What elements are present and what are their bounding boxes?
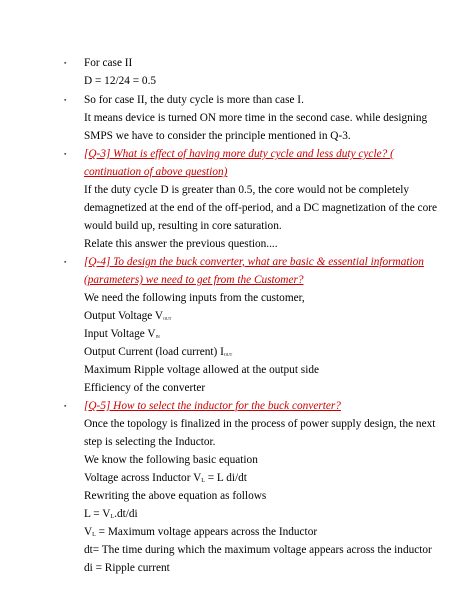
equation-line: VL = Maximum voltage appears across the Inductor xyxy=(84,526,318,538)
equation-line: dt= The time during which the maximum voltage appears across the inductor xyxy=(84,544,432,556)
text-line: Relate this answer the previous question.... xyxy=(84,238,278,250)
param-line: Input Voltage $V_{IN}$ xyxy=(84,328,160,340)
bullet-icon: ▪ xyxy=(64,59,67,67)
text-line: We know the following basic equation xyxy=(84,454,258,466)
text-line: Once the topology is finalized in the process of power supply design, the next xyxy=(84,418,436,430)
bullet-icon: ▪ xyxy=(64,258,67,266)
equation-line: Voltage across Inductor VL = L di/dt xyxy=(84,472,247,484)
param-line: Maximum Ripple voltage allowed at the output side xyxy=(84,364,319,376)
bullet-icon: ▪ xyxy=(64,402,67,410)
question-heading: [Q-3] What is effect of having more duty cycle and less duty cycle? ( xyxy=(84,148,394,160)
param-line: Output Current (load current) $I_{OUT}$ xyxy=(84,346,233,358)
text-line: For case II xyxy=(84,57,133,69)
equation-line: Rewriting the above equation as follows xyxy=(84,490,267,502)
text-line: It means device is turned ON more time in the second case. while designing xyxy=(84,112,428,124)
text-line: So for case II, the duty cycle is more than case I. xyxy=(84,94,304,106)
param-line: Efficiency of the converter xyxy=(84,382,206,394)
equation-line: di = Ripple current xyxy=(84,562,170,574)
text-line: would build up, resulting in core saturation. xyxy=(84,220,282,232)
question-heading: [Q-5] How to select the inductor for the buck converter? xyxy=(84,400,341,412)
param-line: Output Voltage $V_{OUT}$ xyxy=(84,310,172,322)
question-heading: [Q-4] To design the buck converter, what are basic & essential information xyxy=(84,256,424,268)
text-line: We need the following inputs from the customer, xyxy=(84,292,305,304)
text-line: If the duty cycle D is greater than 0.5, the core would not be completely xyxy=(84,184,409,196)
bullet-icon: ▪ xyxy=(64,96,67,104)
text-line: SMPS we have to consider the principle mentioned in Q-3. xyxy=(84,130,351,142)
text-line: D = 12/24 = 0.5 xyxy=(84,75,157,87)
question-heading: continuation of above question) xyxy=(84,166,228,178)
text-line: step is selecting the Inductor. xyxy=(84,436,216,448)
equation-line: L = VL.dt/di xyxy=(84,508,138,520)
bullet-icon: ▪ xyxy=(64,150,67,158)
question-heading: (parameters) we need to get from the Customer? xyxy=(84,274,304,286)
text-line: demagnetized at the end of the off-period, and a DC magnetization of the core xyxy=(84,202,437,214)
